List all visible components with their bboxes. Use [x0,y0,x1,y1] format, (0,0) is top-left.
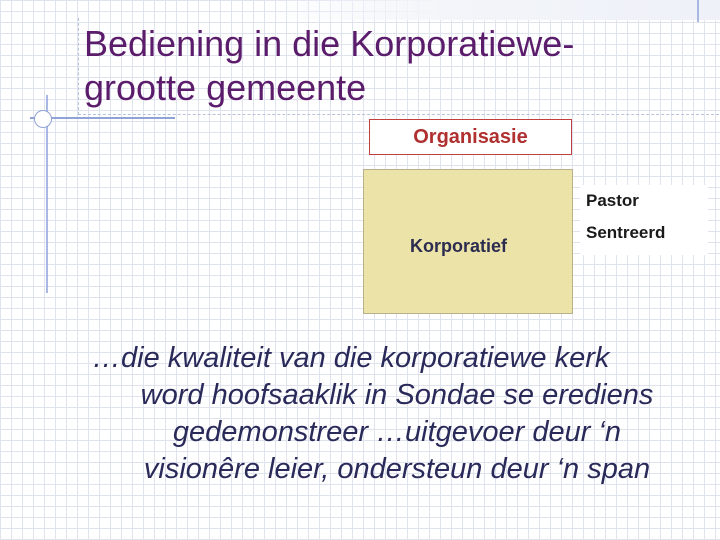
body-line-1: …die kwaliteit van die korporatiewe kerk [92,342,610,374]
target-circle-icon [34,110,52,128]
top-right-rule [697,0,699,22]
slide-title [84,22,704,110]
sentreerd-label: Sentreerd [586,223,666,242]
organisasie-box [369,119,572,155]
korporatief-label: Korporatief [410,236,508,256]
organisasie-label: Organisasie [413,125,528,148]
pastor-sentreerd-box [580,185,708,255]
body-paragraph [92,340,702,488]
title-line-2: grootte gemeente [84,67,367,108]
pastor-label: Pastor [586,191,639,210]
top-gradient-band [260,0,720,20]
body-line-2: word hoofsaaklik in Sondae se erediens [140,379,654,411]
body-line-4: visionêre leier, ondersteun deur ‘n span [143,453,651,485]
body-line-3: gedemonstreer …uitgevoer deur ‘n [172,416,622,448]
title-line-1: Bediening in die Korporatiewe- [84,23,575,64]
